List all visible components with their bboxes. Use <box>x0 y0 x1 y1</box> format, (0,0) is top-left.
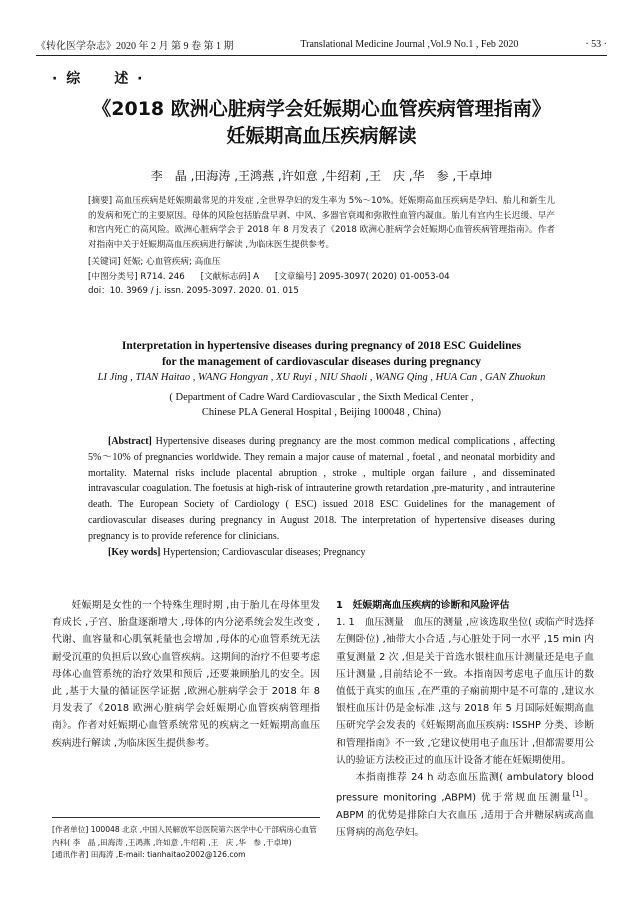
journal-cn: 《转化医学杂志》2020 年 2 月 第 9 卷 第 1 期 <box>36 40 234 52</box>
doc-code-value: A <box>253 271 259 282</box>
section-heading-1: 1 妊娠期高血压疾病的诊断和风险评估 <box>336 600 510 611</box>
citation-ref[interactable]: [1] <box>572 790 583 799</box>
en-title-line-2: for the management of cardiovascular diseases during pregnancy <box>161 356 482 368</box>
article-title <box>40 96 603 150</box>
english-authors: LI Jing , TIAN Haitao , WANG Hongyan , XU Ruyi , NIU Shaoli , WANG Qing , HUA Can , GAN Zhuokun <box>97 372 546 383</box>
section-label: · 综 述 · <box>52 71 145 87</box>
doc-code-label: [文献标志码] <box>200 271 251 282</box>
abstract-en-label: [Abstract] <box>108 436 152 447</box>
abstract-cn <box>88 194 555 299</box>
keywords-en: Hypertension; Cardiovascular diseases; Pregnancy <box>163 546 366 558</box>
en-affil-line-1: ( Department of Cadre Ward Cardiovascular , the Sixth Medical Center , <box>169 392 474 403</box>
english-affiliation <box>40 390 603 420</box>
en-title-line-1: Interpretation in hypertensive diseases during pregnancy of 2018 ESC Guidelines <box>121 340 522 352</box>
paragraph-abpm <box>336 769 594 841</box>
clc-label: [中图分类号] <box>88 271 138 282</box>
abstract-cn-label: [摘要] <box>88 196 113 206</box>
unit-label: [作者单位] <box>52 825 89 834</box>
abpm-text-cont: 。ABPM 的优势是排除白大衣血压 ,适用于合并糖尿病或高血压肾病的高危孕妇。 <box>336 792 595 838</box>
subsection-1-1: 1. 1 血压测量 血压的测量 ,应该选取坐位( 或临产时选择左侧卧位) ,袖带大小合适 ,与心脏处于同一水平 ,15 min 内重复测量 2 次 ,但是关于首选水银柱血压计测量还是电子血压计测量 ,目前结论不一致。本指南因考虑电子血压计的数值低于真实的血压 ,在严重的子痫前期中是不可靠的 ,建议水银柱血压计仍是金标准 ,这与 2018 年 5 月国际妊娠期高血压研究学会发表的《妊娠期高血压疾病: ISSHP 分类、诊断和管理指南》不一致 ,它建议使用电子血压计 ,但都需要用公认的验证方法校正过的血压计设备才能在妊娠期使用。 <box>336 617 594 766</box>
en-affil-line-2: Chinese PLA General Hospital , Beijing 100048 , China) <box>201 407 442 418</box>
body-column-left <box>52 597 320 752</box>
page-number: · 53 · <box>585 38 607 50</box>
authors-cn: 李 晶 ,田海涛 ,王鸿燕 ,许如意 ,牛绍莉 ,王 庆 ,华 参 ,干卓坤 <box>150 169 493 183</box>
abpm-text: 本指南推荐 24 h 动态血压监测( ambulatory blood pressure monitoring ,ABPM) 优于常规血压测量 <box>336 772 594 804</box>
clc-value: R714. 246 <box>140 271 185 282</box>
author-footnote <box>52 817 320 862</box>
abstract-en <box>88 434 555 560</box>
abstract-cn-text: 高血压疾病是妊娠期最常见的并发症 ,全世界孕妇的发生率为 5%～10%。妊娠期高血压疾病是孕妇、胎儿和新生儿的发病和死亡的主要原因。母体的风险包括胎盘早剥、中风、多器官衰竭和弥散性血管内凝血。胎儿有宫内生长迟缓、早产和宫内死亡的高风险。欧洲心脏病学会于 2018 年 8 月发表了《2018 欧洲心脏病学会妊娠期心血管疾病管理指南》。作者对指南中关于妊娠期高血压疾病进行解读 ,为临床医生提供参考。 <box>88 196 555 250</box>
journal-en: Translational Medicine Journal ,Vol.9 No.1 , Feb 2020 <box>300 38 519 50</box>
english-title <box>40 338 603 370</box>
article-no-value: 2095-3097( 2020) 01-0053-04 <box>318 271 450 282</box>
intro-paragraph: 妊娠期是女性的一个特殊生理时期 ,由于胎儿在母体里发育成长 ,子宫、胎盘逐渐增大 ,母体的内分泌系统会发生改变 ,代谢、血容量和心肌氧耗量也会增加 ,母体的心血管系统无法耐受沉重的负担后以致心血管疾病。这期间的治疗不但要考虑母体心血管系统的治疗效果和预后 ,还要兼顾胎儿的安全。因此 ,基于大量的循证医学证据 ,欧洲心脏病学会于 2018 年 8 月发表了《2018 欧洲心脏病学会妊娠期心血管疾病管理指南》。作者对妊娠期心血管系统常见的疾病之一妊娠期高血压疾病进行解读 ,为临床医生提供参考。 <box>52 600 320 749</box>
contact-label: [通讯作者] <box>52 850 89 859</box>
keywords-cn-label: [关键词] <box>88 257 121 267</box>
abstract-en-text: Hypertensive diseases during pregnancy are the most common medical complications , affecting 5%～10% of pregnancies worldwide. They remain a major cause of maternal , foetal , and neonatal morbidity and mortality. Maternal risks include placental abruption , stroke , multiple organ failure , and disseminated intravascular coagulation. The foetusis at high-risk of intrauterine growth retardation ,pre-maturity , and intrauterine death. The European Society of Cardiology ( ESC) issued 2018 ESC Guidelines for the management of cardiovascular diseases during pregnancy in August 2018. The interpretation of hypertensive diseases during pregnancy is to provide reference for clinicians. <box>88 436 555 542</box>
contact-text: 田海涛 ,E-mail: tianhaitao2002@126.com <box>90 850 246 859</box>
title-line-1: 《2018 欧洲心脏病学会妊娠期心血管疾病管理指南》 <box>92 98 551 120</box>
unit-text: 100048 北京 ,中国人民解放军总医院第六医学中心干部病房心血管内科( 李 晶 ,田海涛 ,王鸿燕 ,许如意 ,牛绍莉 ,王 庆 ,华 参 ,干卓坤) <box>52 825 317 847</box>
article-no-label: [文章编号] <box>274 271 317 282</box>
title-line-2: 妊娠期高血压疾病解读 <box>226 125 417 147</box>
doi: doi：10. 3969 / j. issn. 2095-3097. 2020. 01. 015 <box>88 286 299 296</box>
keywords-en-label: [Key words] <box>108 546 161 558</box>
running-header <box>36 36 607 56</box>
classification-row <box>88 270 555 285</box>
body-column-right <box>336 597 594 841</box>
keywords-cn: 妊娠; 心血管疾病; 高血压 <box>123 257 221 267</box>
